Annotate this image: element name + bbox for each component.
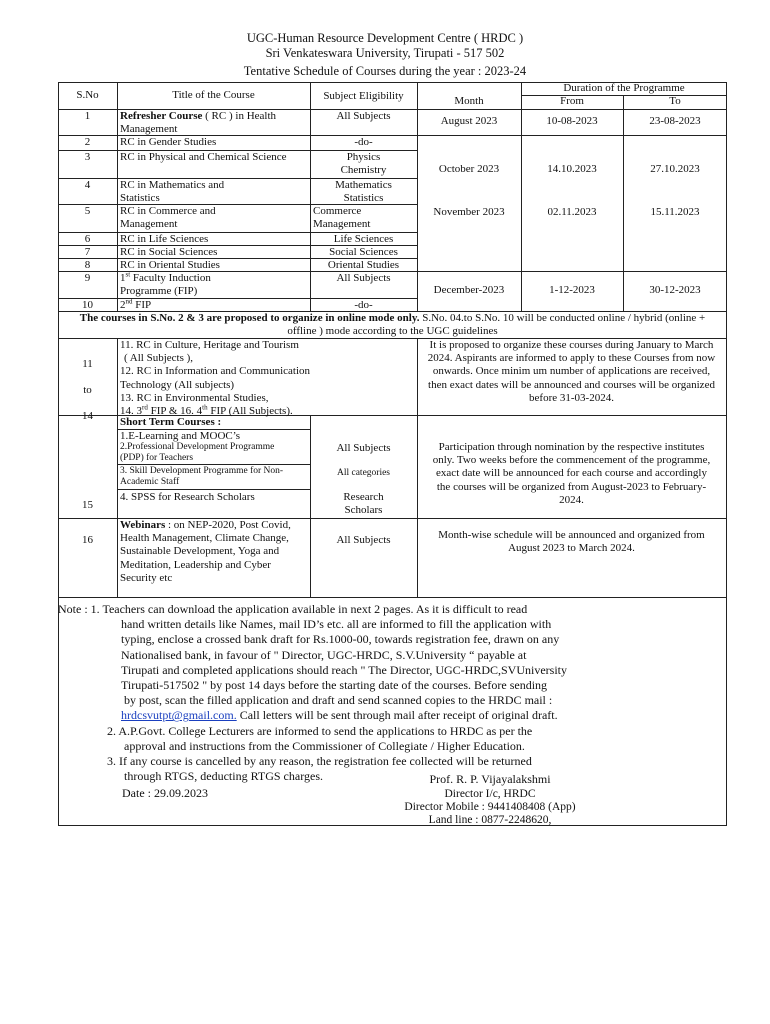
note-1-line-4: Nationalised bank, in favour of " Director, UGC-HRDC, S.V.University “ payable at [121,647,527,662]
row-6-sno: 6 [84,233,91,245]
note-1-line-8: Call letters will be sent through mail after receipt of original draft. [236,708,558,723]
block-16-eligibility: All Subjects [336,534,391,546]
row-1-sno: 1 [84,110,91,122]
row-2-title: RC in Gender Studies [120,136,217,148]
group-1-from: 10-08-2023 [546,115,598,128]
header-from: From [560,95,584,108]
row-1-eligibility: All Subjects [336,110,391,122]
short-term-item-4: 4. SPSS for Research Scholars [120,491,255,503]
director-name: Prof. R. P. Vijayalakshmi [429,772,551,786]
block-16-sno: 16 [82,534,93,546]
row-3-title: RC in Physical and Chemical Science [120,151,287,163]
note-1-line-5: Tirupati and completed applications should reach " The Director, UGC-HRDC,SVUniversity [121,662,568,677]
note-1-line-1: 1. Teachers can download the application available in next 2 pages. As it is difficult to read [90,602,528,616]
group-3-from: 02.11.2023 [547,206,597,218]
header-to: To [669,95,681,108]
group-4-month: December-2023 [433,284,505,297]
row-8-eligibility: Oriental Studies [327,259,400,271]
note-3-line-2: through RTGS, deducting RTGS charges. [124,769,323,784]
row-10-title: 2nd FIP [120,297,152,311]
row-9-eligibility: All Subjects [336,272,391,284]
director-designation: Director I/c, HRDC [444,788,536,800]
university-address: Sri Venkateswara University, Tirupati - 517 502 [265,46,505,60]
row-10-eligibility: -do- [354,299,373,311]
header-duration: Duration of the Programme [563,81,685,94]
short-term-elig-2: All categories [336,468,391,478]
schedule-title: Tentative Schedule of Courses during the year : 2023-24 [243,64,527,78]
row-5-sno: 5 [84,205,91,217]
hrdc-email-link[interactable]: hrdcsvutpt@gmail.com. [121,708,237,723]
row-5-title: RC in Commerce and Management [120,205,216,231]
block-15-remark: Participation through nomination by the respective institutes only. Two weeks before the commencement of the programme, exact date will be announced for each course and accordingly the courses will be organized from August-2023 to February-2024. [432,441,711,506]
note-2-line-2: approval and instructions from the Commissioner of Collegiate / Higher Education. [124,738,525,753]
short-term-elig-1: All Subjects [336,442,391,454]
row-4-title: RC in Mathematics and Statistics [120,179,225,205]
note-3-line-1: 3. If any course is cancelled by any reason, the registration fee collected will be returned [107,754,532,769]
block-11-sno: 11 to 14 [82,358,93,422]
landline-number: Land line : 0877-2248620, [428,814,552,826]
row-7-sno: 7 [84,246,91,258]
note-1-line-7: by post, scan the filled application and draft and send scanned copies to the HRDC mail : [124,693,553,708]
row-7-eligibility: Social Sciences [329,246,398,258]
row-7-title: RC in Social Sciences [120,246,218,258]
header-month: Month [454,94,484,107]
note-1-line-6: Tirupati-517502 " by post 14 days before the starting date of the courses. Before sending [121,678,548,693]
issue-date: Date : 29.09.2023 [122,786,208,800]
row-8-title: RC in Oriental Studies [120,259,220,271]
note-2-line-1: 2. A.P.Govt. College Lecturers are informed to send the applications to HRDC as per the [107,723,533,738]
row-4-sno: 4 [84,179,91,191]
group-3-month: November 2023 [433,206,505,218]
group-2-from: 14.10.2023 [547,162,597,175]
row-10-sno: 10 [82,299,93,311]
group-2-month: October 2023 [438,162,500,175]
note-label: Note : [58,602,91,616]
row-5-eligibility: Commerce Management [313,205,371,231]
row-6-title: RC in Life Sciences [120,233,209,245]
group-2-to: 27.10.2023 [650,162,700,175]
row-9-title: 1st Faculty Induction Programme (FIP) [120,270,211,298]
row-2-eligibility: -do- [354,136,373,148]
block-11-remark: It is proposed to organize these courses during January to March 2024. Aspirants are informed to apply to these Courses from now onwards. Once minim um number of applications are received, then exact dates will be announced and courses will be organized before 31-03-2024. [427,339,716,404]
header-eligibility: Subject Eligibility [323,89,404,102]
short-term-heading: Short Term Courses : [120,416,222,428]
row-6-eligibility: Life Sciences [333,233,394,245]
short-term-elig-3: Research Scholars [343,491,384,517]
director-mobile: Director Mobile : 9441408408 (App) [404,801,576,813]
short-term-item-3: 3. Skill Development Programme for Non-Academic Staff [120,466,284,487]
row-2-sno: 2 [84,136,91,148]
short-term-item-2: 2.Professional Development Programme (PDP) for Teachers [120,442,275,463]
group-4-from: 1-12-2023 [549,284,595,297]
notes-section [58,602,727,784]
row-8-sno: 8 [84,259,91,271]
group-4-to: 30-12-2023 [649,284,701,297]
group-1-to: 23-08-2023 [649,115,701,128]
note-1-line-2: hand written details like Names, mail ID’s etc. all are informed to fill the application with [121,617,552,632]
block-15-sno: 15 [82,499,93,512]
online-mode-note: The courses in S.No. 2 & 3 are proposed to organize in online mode only. S.No. 04.to S.No. 10 will be conducted online / hybrid (online + offline ) mode according to the UGC guidelines [79,312,706,338]
header-title: Title of the Course [172,88,255,101]
short-term-item-1: 1.E-Learning and MOOC’s [120,430,241,442]
block-11-courses: 11. RC in Culture, Heritage and Tourism ( All Subjects ), 12. RC in Information and Communication Technology (All subjects) 13. RC in Environmental Studies, 14. 3rd FIP & 16. 4th FIP (All Subjects). [120,339,311,418]
group-3-to: 15.11.2023 [650,206,700,218]
row-3-sno: 3 [84,151,91,163]
note-1-line-3: typing, enclose a crossed bank draft for Rs.1000-00, towards registration fee, drawn on any [121,632,560,647]
institution-name: UGC-Human Resource Development Centre ( HRDC ) [246,31,524,45]
header-sno: S.No [76,88,99,101]
row-4-eligibility: Mathematics Statistics [335,179,392,205]
block-16-webinars: Webinars : on NEP-2020, Post Covid, Health Management, Climate Change, Sustainable Development, Yoga and Meditation, Leadership and Cyber Security etc [120,519,291,584]
block-16-remark: Month-wise schedule will be announced and organized from August 2023 to March 2024. [438,529,705,555]
row-1-title: Refresher Course ( RC ) in Health Management [120,110,277,136]
row-9-sno: 9 [84,272,91,284]
row-3-eligibility: Physics Chemistry [340,151,387,177]
group-1-month: August 2023 [440,115,498,128]
